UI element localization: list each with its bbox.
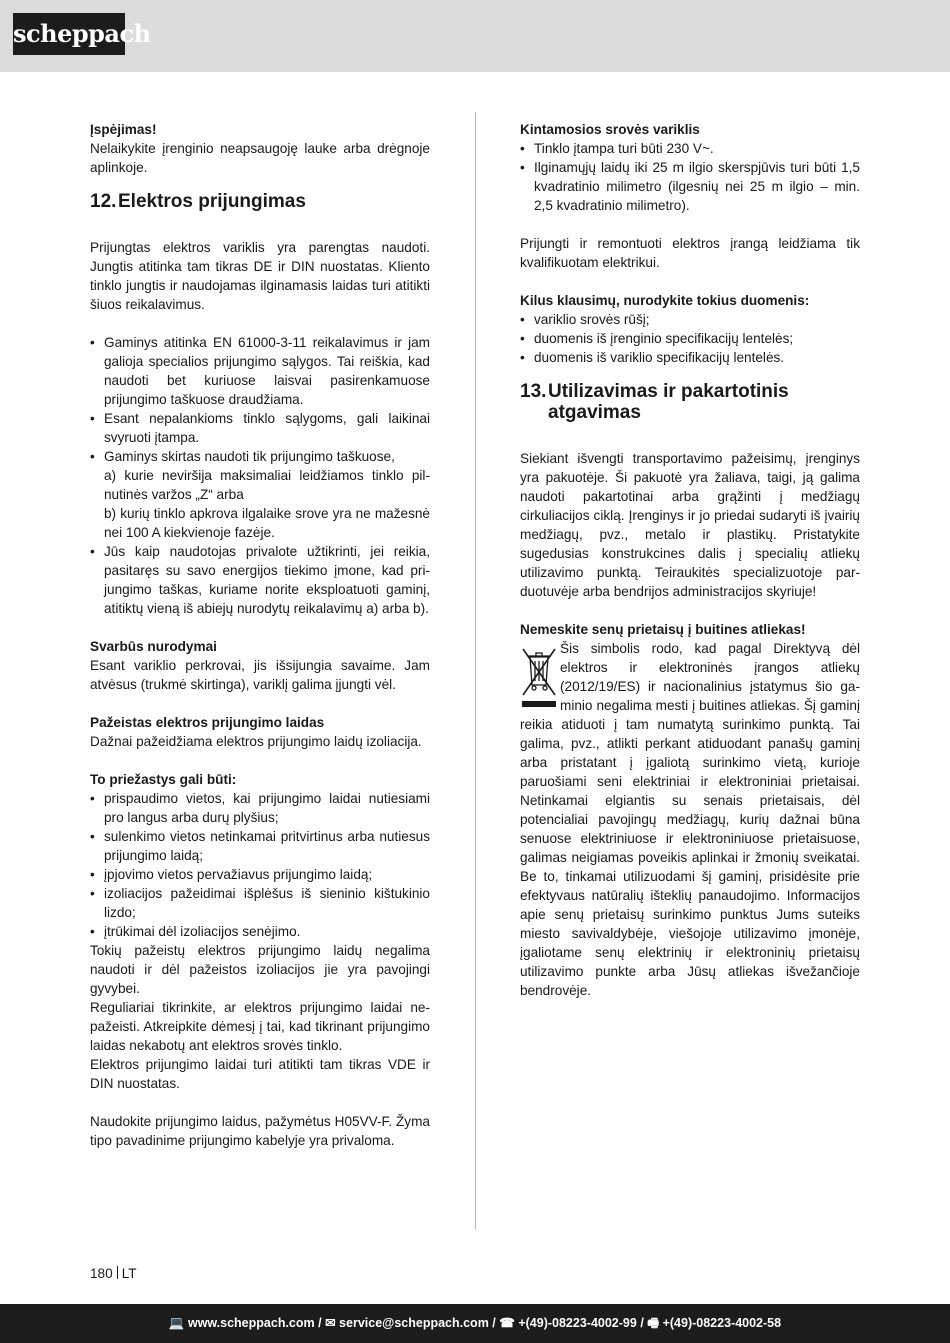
list-item (90, 447, 430, 542)
list-item: • Tinklo įtampa turi būti 230 V~. (520, 139, 860, 158)
requirements-list (90, 333, 430, 618)
scheppach-logo: scheppach (13, 13, 125, 55)
causes-list (90, 789, 430, 941)
column-divider (475, 112, 476, 1230)
footer-separator: / (492, 1316, 496, 1330)
left-column (90, 120, 430, 1150)
check-text: Reguliariai tikrinkite, ar elektros prijungimo laidai nepažeisti. Atkreipkite dėmesį į tai, kad tikrinant prijungimo laidas nekabotų ant elektros srovės tinklo. (90, 1000, 430, 1053)
section-13-title: Utilizavimas ir pakartotinis atgavimas (548, 381, 789, 423)
h05-text: Naudokite prijungimo laidus, pažymėtus H05VV-F. Žyma tipo pavadinime prijungimo kabelyje yra privaloma. (90, 1114, 430, 1148)
page-number (90, 1264, 137, 1283)
danger-text: Tokių pažeistų elektros prijungimo laidų negalima naudoti ir dėl pažeistos izoliacijos jie yra pavojingi gyvybei. (90, 943, 430, 996)
list-item: • Gaminys atitinka EN 61000-3-11 reikalavimus ir jam galioja specialios prijungimo sąlygos. Tai reiškia, kad naudoti bet kuriuose laisvai pasirenkamuose prijungimo taškuose draudžiama. (90, 333, 430, 409)
list-item: • duomenis iš įrenginio specifikacijų lentelės; (520, 329, 860, 348)
phone-icon: ☎ (499, 1316, 515, 1330)
household-waste-title: Nemeskite senų prietaisų į buitines atliekas! (520, 622, 806, 637)
intro-text: Prijungtas elektros variklis yra parengtas naudoti. Jungtis atitinka tam tikras DE ir DIN nuostatas. Kliento tinklo jungtis ir naudojamas ilginamasis laidas turi atitikti šiuos reikalavimus. (90, 240, 430, 312)
section-12-title: Elektros prijungimas (118, 191, 306, 212)
footer-phone: +(49)-08223-4002-99 (518, 1316, 637, 1330)
damaged-cable-text: Dažnai pažeidžiama elektros prijungimo laidų izoliacija. (90, 734, 422, 749)
vde-text: Elektros prijungimo laidai turi atitikti tam tikras VDE ir DIN nuostatas. (90, 1057, 430, 1091)
computer-icon: 💻 (168, 1316, 185, 1330)
list-item-text: Gaminys skirtas naudoti tik prijungimo taškuose, (104, 449, 395, 464)
list-item-sub-b: b) kurių tinklo apkrova ilgalaike srove yra ne mažesnė nei 100 A kiekvienoje fazėje. (104, 506, 430, 540)
damaged-cable-title: Pažeistas elektros prijungimo laidas (90, 715, 325, 730)
questions-title: Kilus klausimų, nurodykite tokius duomenis: (520, 293, 810, 308)
crossed-bin-icon (520, 643, 558, 711)
list-item-sub-a: a) kurie neviršija maksimaliai leidžiamos tinklo pilnutinės varžos „Z“ arba (104, 468, 430, 502)
list-item: • Ilginamųjų laidų iki 25 m ilgio skerspjūvis turi būti 1,5 kvadratinio milimetro (ilgesnių nei 25 m ilgio – min. 2,5 kvadratinio milimetro). (520, 158, 860, 215)
causes-title: To priežastys gali būti: (90, 772, 237, 787)
important-title: Svarbūs nurodymai (90, 639, 217, 654)
questions-list (520, 310, 860, 367)
footer-fax: +(49)-08223-4002-58 (662, 1316, 782, 1330)
section-13-number: 13. (520, 381, 547, 402)
warning-text: Nelaikykite įrenginio neapsaugoję lauke arba drėgnoje aplinkoje. (90, 141, 430, 175)
list-item: • izoliacijos pažeidimai išplėšus iš sieninio kištukinio lizdo; (90, 884, 430, 922)
list-item: • variklio srovės rūšį; (520, 310, 860, 329)
page-number-separator (117, 1266, 118, 1279)
footer-separator: / (318, 1316, 322, 1330)
header-bar (0, 0, 950, 72)
important-text: Esant variklio perkrovai, jis išsijungia savaime. Jam atvėsus (trukmė skirtinga), variklį galima įjungti vėl. (90, 658, 430, 692)
footer-email[interactable]: service@scheppach.com (339, 1316, 489, 1330)
recycling-text: Siekiant išvengti transportavimo pažeisimų, įrenginys yra pakuotėje. Ši pakuotė yra žaliava, taigi, ją galima naudoti pakartotinai arba grąžinti į medžiagų cirkuliacijos ciklą. Įrenginys ir jo priedai sudaryti iš įvairių medžiagų, pvz., metalo ir plastikų. Pristatykite sugedusias konstrukcines dalis į specialių atliekų utilizavimo punktą. Teiraukitės specializuotoje parduotuvėje arba bendrijos administracijos skyriuje! (520, 451, 860, 599)
ac-motor-list (520, 139, 860, 215)
page-number-value: 180 (90, 1266, 113, 1281)
list-item: • prispaudimo vietos, kai prijungimo laidai nutiesiami pro langus arba durų plyšius; (90, 789, 430, 827)
section-12-number: 12. (90, 191, 117, 212)
page-language: LT (121, 1266, 137, 1281)
footer-bar (0, 1304, 950, 1343)
qualified-electrician-text: Prijungti ir remontuoti elektros įrangą leidžiama tik kvalifikuotam elektrikui. (520, 236, 860, 270)
footer-separator: / (640, 1316, 644, 1330)
fax-icon: 🖷 (647, 1316, 660, 1330)
section-12-heading (90, 191, 430, 212)
footer-website[interactable]: www.scheppach.com (187, 1316, 315, 1330)
list-item: • Jūs kaip naudotojas privalote užtikrinti, jei reikia, pasitaręs su savo energijos tiekimo įmone, kad prijungimo taškas, kuriame norite eksploatuoti gaminį, atitiktų vieną iš abiejų nurodytų reikalavimų a) arba b). (90, 542, 430, 618)
list-item: • įpjovimo vietos pervažiavus prijungimo laidą; (90, 865, 430, 884)
ac-motor-title: Kintamosios srovės variklis (520, 122, 700, 137)
section-13-heading (520, 381, 860, 423)
mail-icon: ✉ (325, 1316, 336, 1330)
warning-title: Įspėjimas! (90, 122, 157, 137)
right-column (520, 120, 860, 1000)
list-item: • Esant nepalankioms tinklo sąlygoms, gali laikinai svyruoti įtampa. (90, 409, 430, 447)
weee-block (520, 639, 860, 1000)
list-item: • įtrūkimai dėl izoliacijos senėjimo. (90, 922, 430, 941)
household-waste-text: Šis simbolis rodo, kad pagal Direktyvą dėl elektros ir elektroninės įrangos atliekų (2012/19/ES) ir nacionalinius įstatymus šio gaminio negalima mesti į buitines atliekas. Šį gaminį reikia atiduoti į tam numatytą surinkimo punktą. Tai galima, pvz., atlikti perkant atiduodant panašų gaminį arba pristatant į įgaliotą surinkimo vietą, kurioje paruošiami seni elektriniai ir elektroniniai prietaisai. Netinkamai elgiantis su senais prietaisais, dėl potencialiai pavojingų medžiagų, kurių dažnai būna senuose elektriniuose ir elektroniniuose prietaisuose, galimas neigiamas poveikis aplinkai ir žmonių sveikatai. Be to, tinkamai utilizuodami šį gaminį, prisidėsite prie efektyvaus natūralių išteklių panaudojimo. Informacijos apie senų prietaisų surinkimo punktus Jums suteiks miesto savivaldybėje, viešojoje utilizavimo įmonėje, įgaliotame senų elektrinių ir elektroninių prietaisų utilizavimo punkte arba Jūsų atliekas išvežančioje bendrovėje. (520, 641, 860, 998)
list-item: • duomenis iš variklio specifikacijų lentelės. (520, 348, 860, 367)
list-item: • sulenkimo vietos netinkamai pritvirtinus arba nutiesus prijungimo laidą; (90, 827, 430, 865)
